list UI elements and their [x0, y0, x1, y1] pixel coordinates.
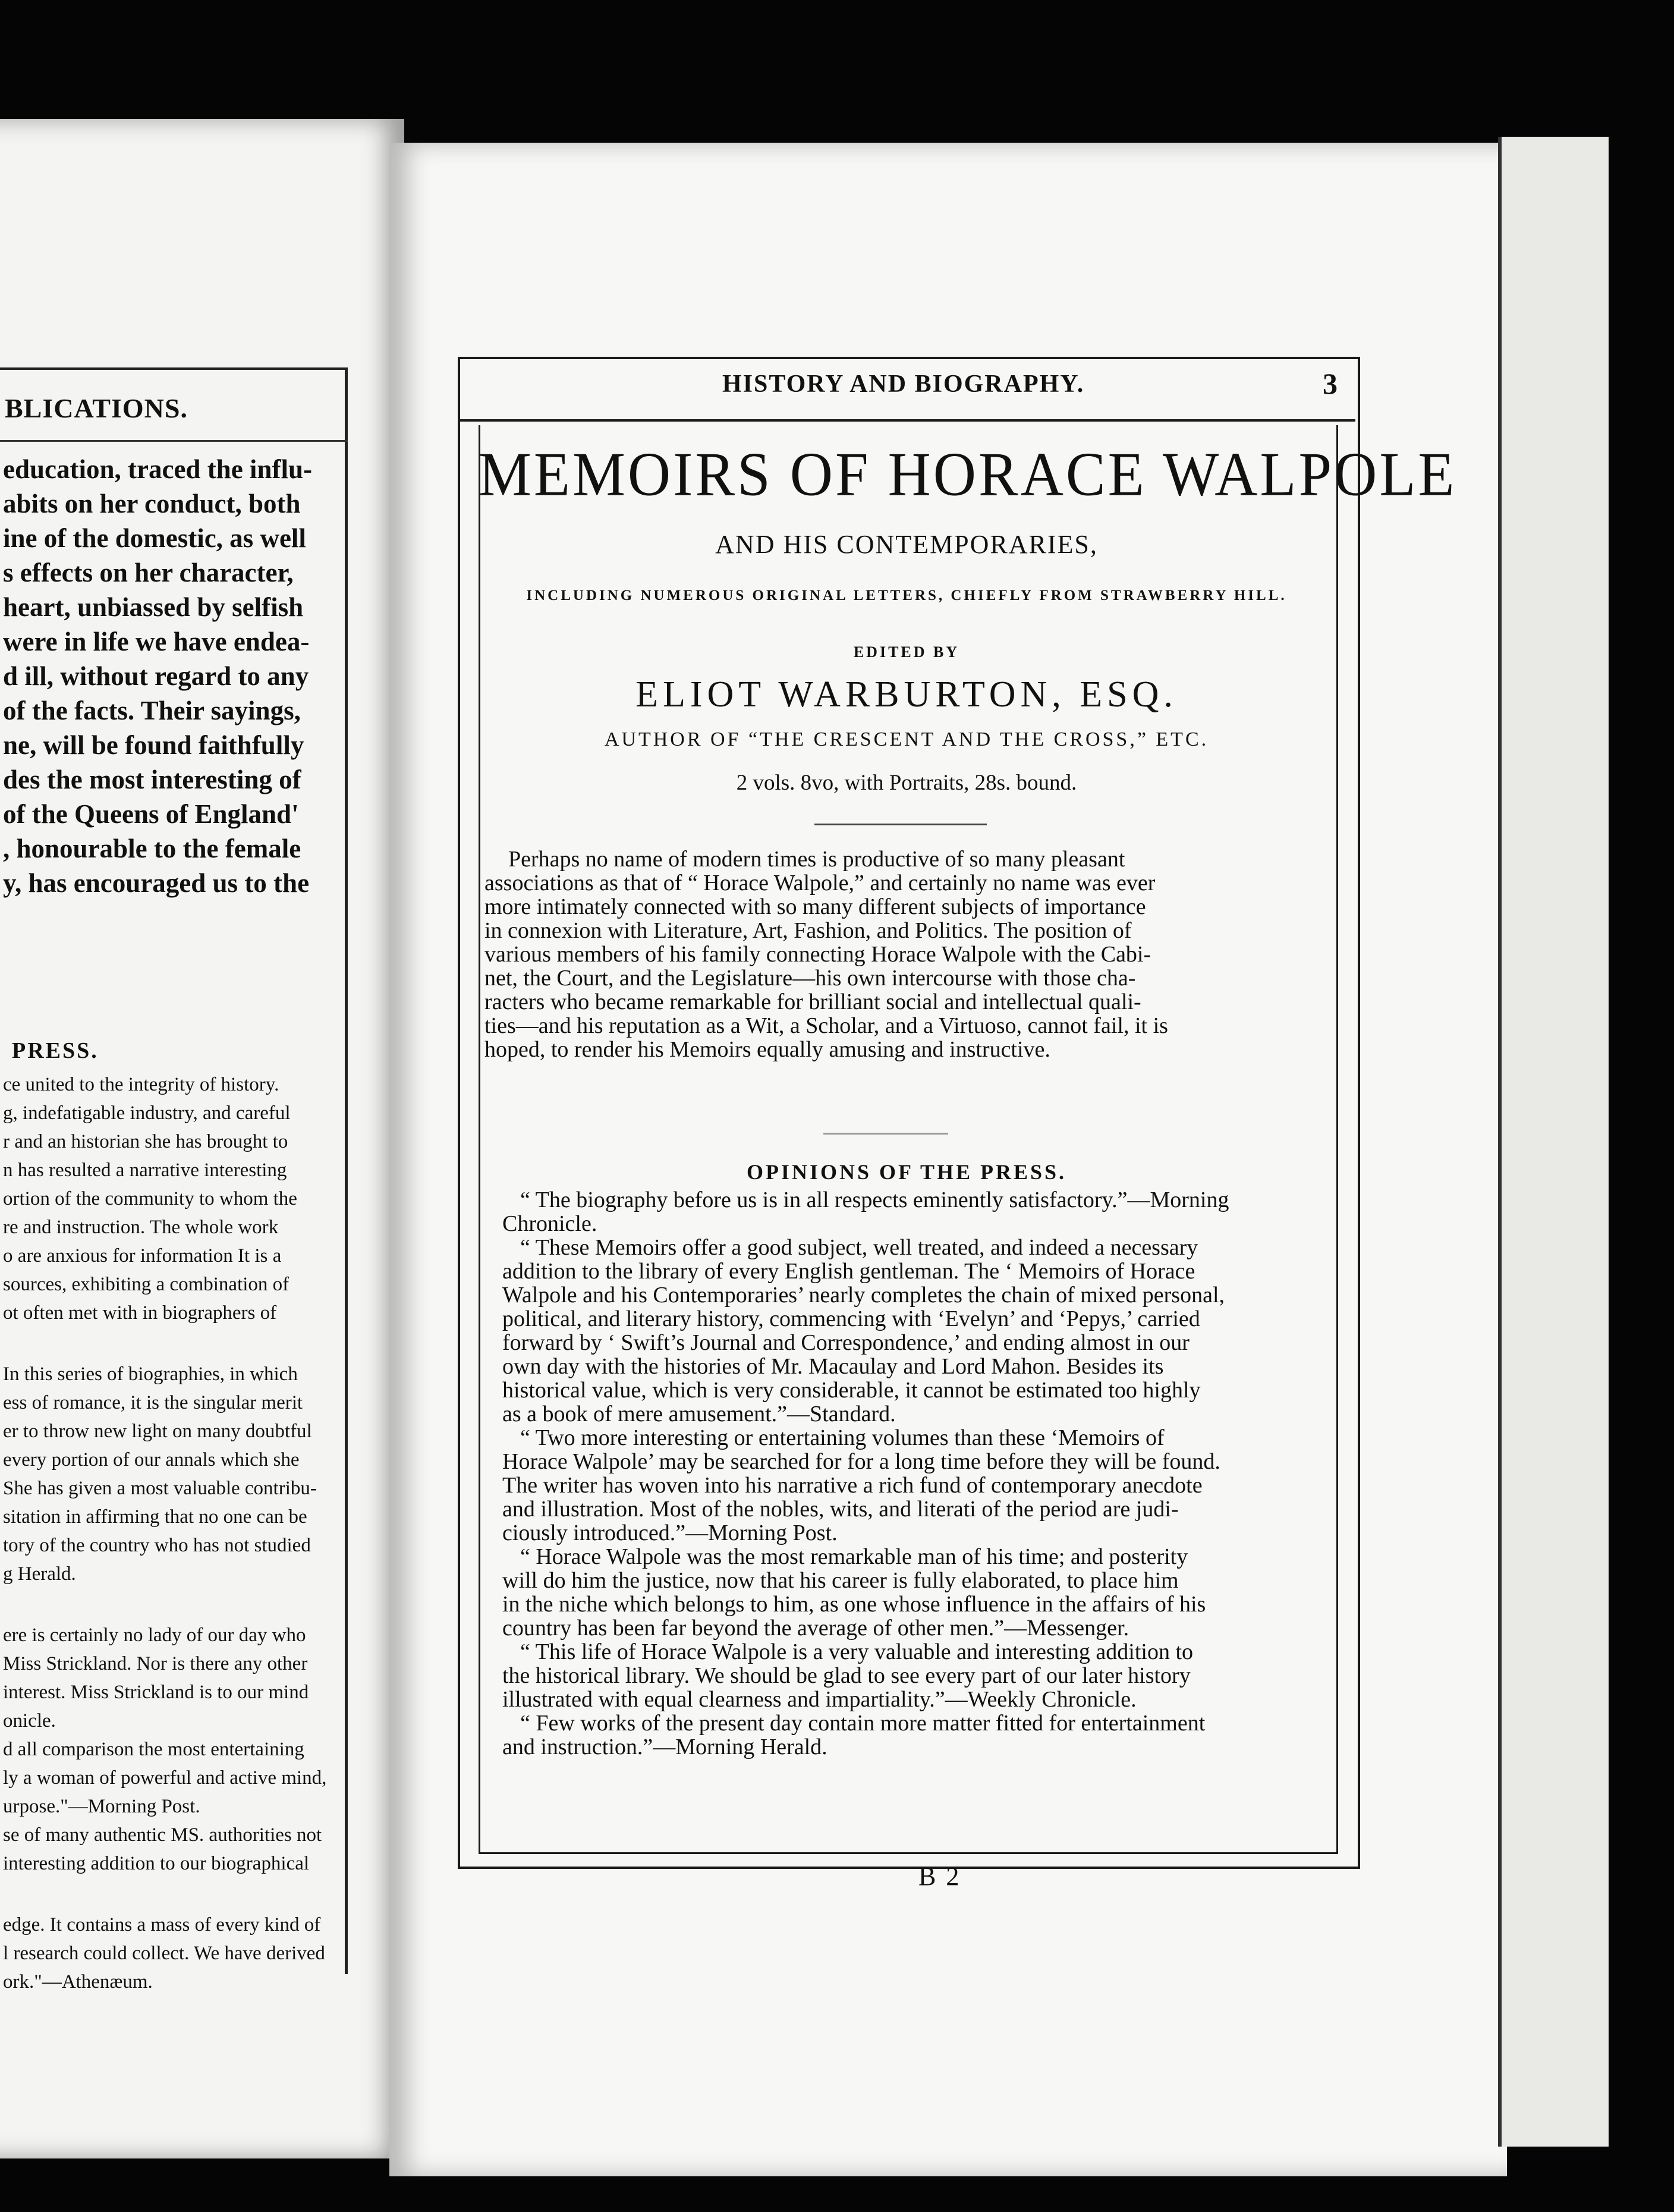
- press-line: Chronicle.: [502, 1212, 597, 1236]
- left-press-line: onicle.: [3, 1710, 56, 1732]
- paragraph-gap: [3, 1588, 336, 1621]
- running-head-rule: [458, 419, 1355, 422]
- left-press-line: ere is certainly no lady of our day who: [3, 1625, 306, 1646]
- book-subtitle: AND HIS CONTEMPORARIES,: [715, 530, 1098, 559]
- description-line: racters who became remarkable for brilliant social and intellectual quali-: [484, 990, 1141, 1014]
- left-press-line: n has resulted a narrative interesting: [3, 1160, 287, 1181]
- book-including-line: INCLUDING NUMEROUS ORIGINAL LETTERS, CHIEFLY FROM STRAWBERRY HILL.: [526, 587, 1287, 604]
- press-line: illustrated with equal clearness and impartiality.”—Weekly Chronicle.: [502, 1688, 1137, 1711]
- press-line: addition to the library of every English gentleman. The ‘ Memoirs of Horace: [502, 1259, 1195, 1283]
- press-line: own day with the histories of Mr. Macaulay and Lord Mahon. Besides its: [502, 1355, 1164, 1378]
- left-press-text: [3, 1070, 336, 1996]
- left-press-line: re and instruction. The whole work: [3, 1217, 279, 1238]
- press-line: Horace Walpole’ may be searched for for a long time before they will be found.: [502, 1450, 1220, 1473]
- left-page: [0, 119, 404, 2158]
- left-body-line: d ill, without regard to any: [3, 661, 309, 691]
- volumes-price-line: 2 vols. 8vo, with Portraits, 28s. bound.: [736, 771, 1077, 795]
- left-press-line: ess of romance, it is the singular merit: [3, 1392, 303, 1413]
- left-press-line: Miss Strickland. Nor is there any other: [3, 1653, 308, 1674]
- left-press-line: tory of the country who has not studied: [3, 1535, 311, 1556]
- left-body-line: of the Queens of England': [3, 799, 299, 829]
- left-press-line: ortion of the community to whom the: [3, 1188, 297, 1209]
- left-body-line: education, traced the influ-: [3, 454, 312, 484]
- book-title: MEMOIRS OF HORACE WALPOLE: [479, 439, 1457, 509]
- left-press-line: ly a woman of powerful and active mind,: [3, 1767, 327, 1789]
- left-body-line: ne, will be found faithfully: [3, 730, 304, 760]
- left-press-heading: PRESS.: [12, 1038, 99, 1063]
- left-press-line: sitation in affirming that no one can be: [3, 1506, 307, 1528]
- left-press-line: ce united to the integrity of history.: [3, 1074, 279, 1095]
- left-body-line: , honourable to the female: [3, 834, 301, 863]
- left-press-line: every portion of our annals which she: [3, 1449, 300, 1471]
- left-body-line: y, has encouraged us to the: [3, 868, 310, 898]
- left-body-line: heart, unbiassed by selfish: [3, 592, 304, 622]
- editor-name: ELIOT WARBURTON, ESQ.: [635, 674, 1178, 715]
- press-line: forward by ‘ Swift’s Journal and Correspondence,’ and ending almost in our: [502, 1331, 1190, 1355]
- description-line: hoped, to render his Memoirs equally amusing and instructive.: [484, 1038, 1050, 1061]
- signature-mark: B 2: [918, 1862, 961, 1891]
- left-body-line: abits on her conduct, both: [3, 489, 301, 519]
- paragraph-gap: [3, 1878, 336, 1911]
- left-press-line: se of many authentic MS. authorities not: [3, 1824, 322, 1846]
- left-press-line: g, indefatigable industry, and careful: [3, 1102, 291, 1124]
- press-line: historical value, which is very considerable, it cannot be estimated too highly: [502, 1378, 1201, 1402]
- left-press-line: edge. It contains a mass of every kind of: [3, 1914, 321, 1936]
- press-line: “ Few works of the present day contain more matter fitted for entertainment: [520, 1711, 1206, 1735]
- description-paragraph: [484, 847, 1341, 1061]
- running-title: HISTORY AND BIOGRAPHY.: [722, 370, 1085, 398]
- description-line: more intimately connected with so many different subjects of importance: [484, 895, 1146, 919]
- press-line: Walpole and his Contemporaries’ nearly completes the chain of mixed personal,: [502, 1283, 1225, 1307]
- left-body-text: [3, 452, 336, 900]
- left-press-line: o are anxious for information It is a: [3, 1245, 282, 1267]
- left-press-line: In this series of biographies, in which: [3, 1363, 298, 1385]
- left-press-line: r and an historian she has brought to: [3, 1131, 288, 1152]
- description-line: in connexion with Literature, Art, Fashion, and Politics. The position of: [484, 919, 1132, 942]
- divider-rule-1: [814, 824, 987, 825]
- left-page-top-rule: [0, 367, 348, 370]
- edited-by-label: EDITED BY: [853, 643, 960, 661]
- left-running-head: BLICATIONS.: [5, 393, 188, 423]
- left-body-line: of the facts. Their sayings,: [3, 696, 301, 725]
- left-press-line: She has given a most valuable contribu-: [3, 1478, 317, 1499]
- press-line: “ The biography before us is in all respects eminently satisfactory.”—Morning: [520, 1188, 1229, 1212]
- paragraph-gap: [3, 1327, 336, 1360]
- running-head: [458, 364, 1355, 411]
- press-line: ciously introduced.”—Morning Post.: [502, 1521, 838, 1545]
- press-line: country has been far beyond the average of other men.”—Messenger.: [502, 1616, 1129, 1640]
- left-body-line: were in life we have endea-: [3, 627, 310, 656]
- press-line: political, and literary history, commencing with ‘Evelyn’ and ‘Pepys,’ carried: [502, 1307, 1200, 1331]
- description-line: associations as that of “ Horace Walpole,” and certainly no name was ever: [484, 871, 1156, 895]
- press-line: as a book of mere amusement.”—Standard.: [502, 1402, 896, 1426]
- opinions-heading: OPINIONS OF THE PRESS.: [746, 1160, 1067, 1184]
- left-press-line: l research could collect. We have derived: [3, 1943, 325, 1964]
- description-line: Perhaps no name of modern times is productive of so many pleasant: [508, 847, 1125, 871]
- left-press-line: interesting addition to our biographical: [3, 1853, 310, 1874]
- left-body-line: ine of the domestic, as well: [3, 523, 306, 553]
- left-head-rule: [0, 440, 348, 442]
- left-press-line: ot often met with in biographers of: [3, 1302, 277, 1324]
- press-line: and instruction.”—Morning Herald.: [502, 1735, 827, 1759]
- press-line: and illustration. Most of the nobles, wits, and literati of the period are judi-: [502, 1497, 1179, 1521]
- description-line: net, the Court, and the Legislature—his own intercourse with those cha-: [484, 966, 1136, 990]
- press-opinions: [502, 1188, 1346, 1759]
- press-line: will do him the justice, now that his career is fully elaborated, to place him: [502, 1569, 1179, 1592]
- left-press-line: g Herald.: [3, 1563, 76, 1585]
- press-line: in the niche which belongs to him, as one whose influence in the affairs of his: [502, 1592, 1206, 1616]
- left-press-line: sources, exhibiting a combination of: [3, 1274, 290, 1295]
- divider-rule-2: [823, 1133, 948, 1135]
- press-line: “ Horace Walpole was the most remarkable man of his time; and posterity: [520, 1545, 1188, 1569]
- left-press-line: urpose."—Morning Post.: [3, 1796, 200, 1817]
- press-line: “ This life of Horace Walpole is a very valuable and interesting addition to: [520, 1640, 1194, 1664]
- left-body-line: s effects on her character,: [3, 558, 294, 587]
- description-line: ties—and his reputation as a Wit, a Scholar, and a Virtuoso, cannot fail, it is: [484, 1014, 1168, 1038]
- press-line: “ These Memoirs offer a good subject, well treated, and indeed a necessary: [520, 1236, 1198, 1259]
- left-press-line: ork."—Athenæum.: [3, 1971, 153, 1993]
- description-line: various members of his family connecting Horace Walpole with the Cabi-: [484, 942, 1151, 966]
- press-line: “ Two more interesting or entertaining volumes than these ‘Memoirs of: [520, 1426, 1165, 1450]
- press-line: The writer has woven into his narrative a rich fund of contemporary anecdote: [502, 1473, 1203, 1497]
- author-of-line: AUTHOR OF “THE CRESCENT AND THE CROSS,” ETC.: [604, 728, 1209, 750]
- left-press-line: d all comparison the most entertaining: [3, 1739, 304, 1760]
- left-press-line: interest. Miss Strickland is to our mind: [3, 1682, 309, 1703]
- press-line: the historical library. We should be glad to see every part of our later history: [502, 1664, 1191, 1688]
- left-page-border-rule: [345, 369, 348, 1974]
- page-edge: [1498, 137, 1609, 2147]
- page-number: 3: [1323, 367, 1338, 400]
- left-body-line: des the most interesting of: [3, 765, 301, 794]
- left-press-line: er to throw new light on many doubtful: [3, 1421, 312, 1442]
